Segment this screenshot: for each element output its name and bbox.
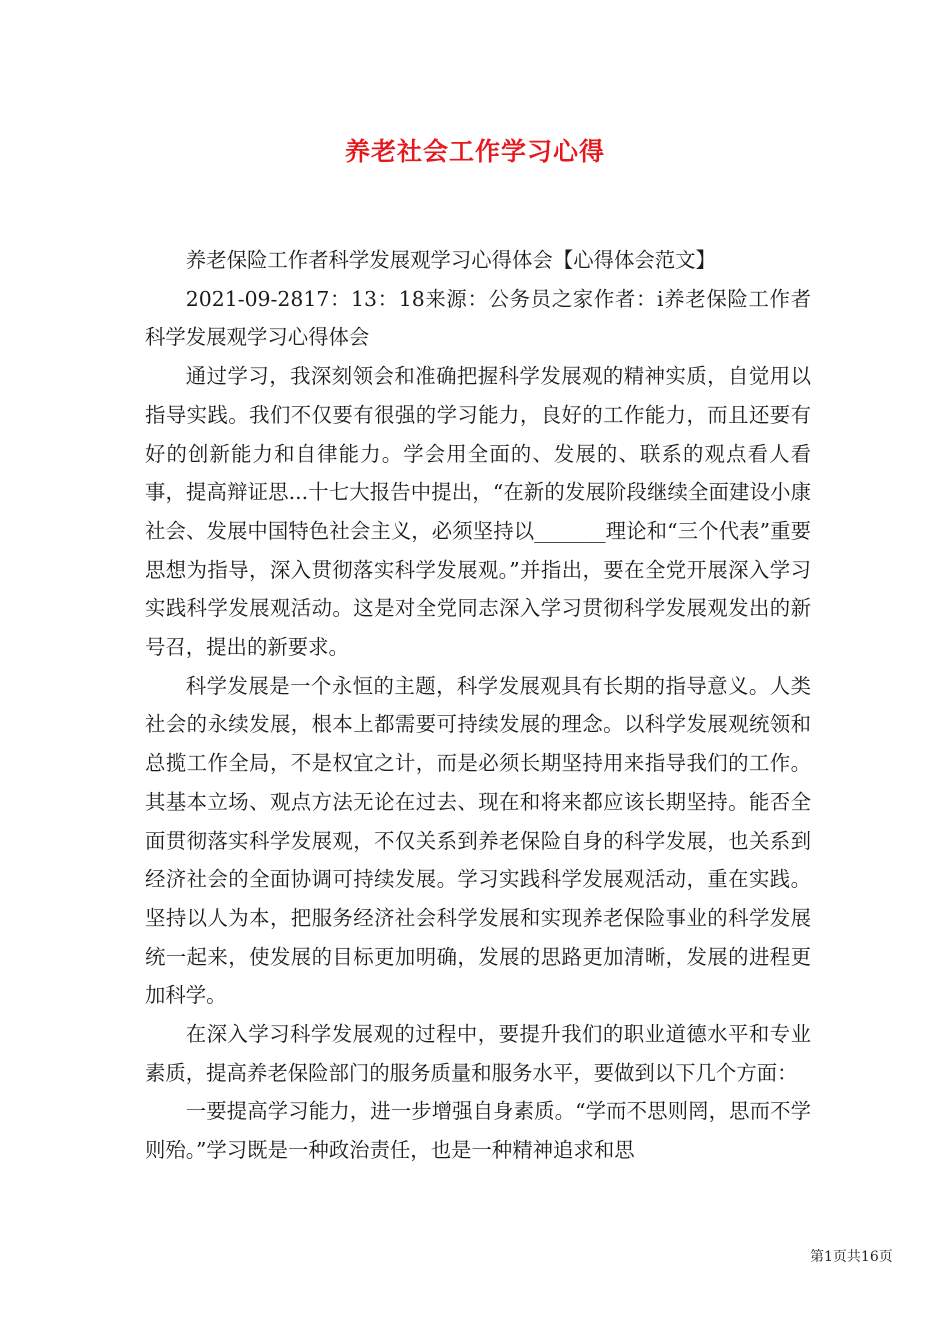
- page-number: 第1页共16页: [810, 1249, 893, 1265]
- paragraph: 科学发展是一个永恒的主题，科学发展观具有长期的指导意义。人类社会的永续发展，根本上都需要可持续发展的理念。以科学发展观统领和总揽工作全局，不是权宜之计，而是必须长期坚持用来指导我们的工作。其基本立场、观点方法无论在过去、现在和将来都应该长期坚持。能否全面贯彻落实科学发展观，不仅关系到养老保险自身的科学发展，也关系到经济社会的全面协调可持续发展。学习实践科学发展观活动，重在实践。坚持以人为本，把服务经济社会科学发展和实现养老保险事业的科学发展统一起来，使发展的目标更加明确，发展的思路更加清晰，发展的进程更加科学。: [145, 673, 811, 1008]
- paragraph: 在深入学习科学发展观的过程中，要提升我们的职业道德水平和专业素质，提高养老保险部门的服务质量和服务水平，要做到以下几个方面：: [145, 1022, 811, 1085]
- article-heading: 养老保险工作者科学发展观学习心得体会【心得体会范文】: [185, 248, 716, 272]
- article-meta: 2021-09-2817：13：18来源：公务员之家作者：i养老保险工作者科学发展观学习心得体会: [145, 286, 811, 350]
- document-title: 养老社会工作学习心得: [344, 137, 605, 166]
- paragraph: 一要提高学习能力，进一步增强自身素质。“学而不思则罔，思而不学则殆。”学习既是一种政治责任，也是一种精神追求和思: [145, 1099, 811, 1163]
- document-body: [145, 241, 811, 1170]
- paragraph: 通过学习，我深刻领会和准确把握科学发展观的精神实质，自觉用以指导实践。我们不仅要有很强的学习能力，良好的工作能力，而且还要有好的创新能力和自律能力。学会用全面的、发展的、联系的观点看人看事，提高辩证思...十七大报告中提出，“在新的发展阶段继续全面建设小康社会、发展中国特色社会主义，必须坚持以_______理论和“三个代表”重要思想为指导，深入贯彻落实科学发展观。”并指出，要在全党开展深入学习实践科学发展观活动。这是对全党同志深入学习贯彻科学发展观发出的新号召，提出的新要求。: [145, 364, 811, 660]
